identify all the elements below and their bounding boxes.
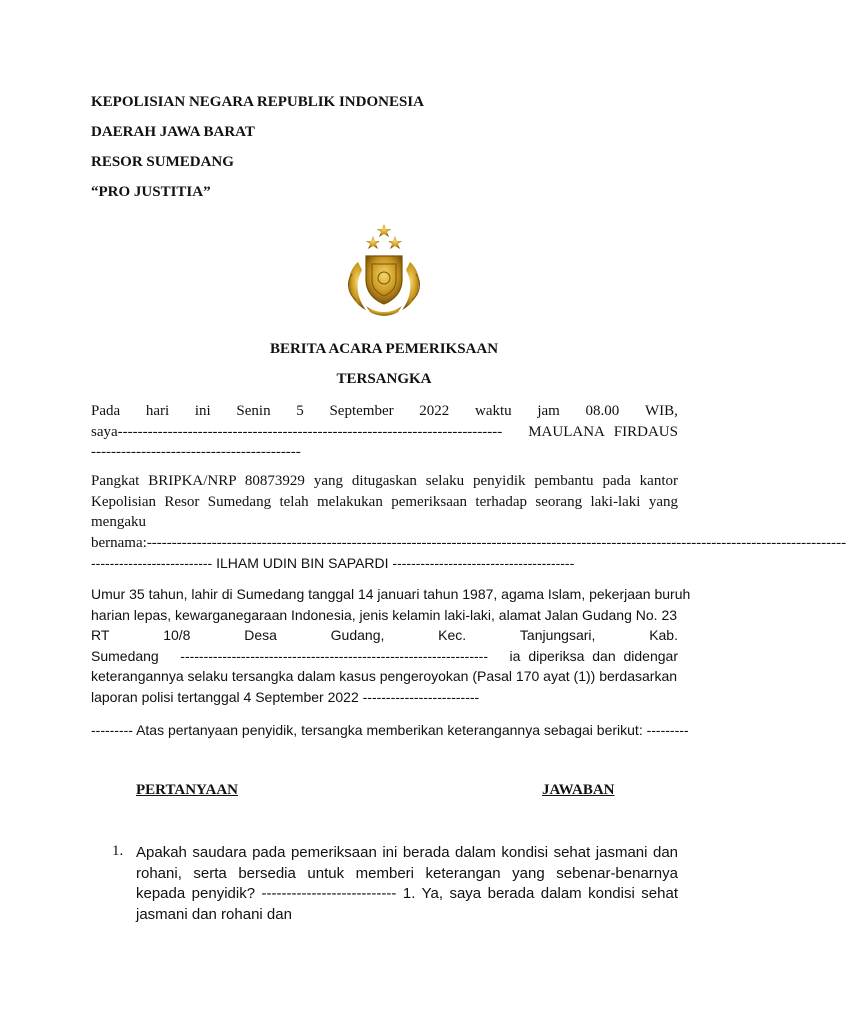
- intro-word: 2022: [419, 403, 450, 419]
- identity-line-4-dashes: ------------------------------------------------------------------: [180, 647, 488, 664]
- header-pro-justitia: “PRO JUSTITIA”: [91, 184, 211, 200]
- question-number: 1.: [112, 843, 124, 859]
- saya-dashes: saya-----------------------------------------------------------------------------: [91, 423, 503, 440]
- intro-word: jam: [537, 403, 560, 419]
- rank-text: Pangkat BRIPKA/NRP 80873929 yang ditugaskan selaku penyidik pembantu pada kantor Kepolisian Resor Sumedang telah melakukan pemeriksaan terhadap seorang laki-laki yang mengaku: [91, 473, 678, 530]
- intro-word: Senin: [236, 403, 271, 419]
- bernama-line: [91, 533, 846, 554]
- identity-line-2: [91, 605, 678, 626]
- identity-line-2-text: harian lepas, kewarganegaraan Indonesia, jenis kelamin laki-laki, alamat Jalan Gudang No. 23: [91, 606, 678, 623]
- identity-word: Desa: [244, 627, 277, 643]
- bernama-dashes: --------------------------------------------------------------------------------------------------------------------------------------------: [146, 534, 846, 551]
- intro-word: waktu: [474, 403, 512, 419]
- investigator-name: MAULANA FIRDAUS: [528, 423, 678, 440]
- identity-line-4-prefix: Sumedang: [91, 647, 159, 664]
- intro-trailing-dashes: ------------------------------------------: [91, 444, 301, 460]
- rank-paragraph: [91, 471, 846, 574]
- identity-line-1: [91, 584, 691, 605]
- document-title: BERITA ACARA PEMERIKSAAN: [269, 341, 499, 357]
- police-emblem-icon: [336, 222, 432, 318]
- identity-word: RT: [91, 627, 110, 643]
- identity-line-5: [91, 666, 678, 687]
- identity-line-4-suffix: ia diperiksa dan didengar: [509, 647, 678, 664]
- identity-line-4: [91, 646, 678, 667]
- intro-word: ini: [194, 403, 211, 419]
- column-question-heading: PERTANYAAN: [136, 782, 238, 798]
- identity-line-5-text: keterangannya selaku tersangka dalam kasus pengeroyokan (Pasal 170 ayat (1)) berdasarkan: [91, 668, 678, 684]
- intro-word: Pada: [91, 403, 121, 419]
- identity-line-3: [91, 625, 678, 646]
- intro-saya-line: [91, 422, 678, 443]
- header-institution: KEPOLISIAN NEGARA REPUBLIK INDONESIA: [91, 94, 424, 110]
- question-text: Apakah saudara pada pemeriksaan ini berada dalam kondisi sehat jasmani dan rohani, serta bersedia untuk memberi keterangan yang sebenar-benarnya kepada penyidik? --------------------------- 1. Ya, saya berada dalam kondisi sehat jasmani dan rohani dan: [136, 844, 678, 923]
- identity-paragraph: [91, 584, 691, 707]
- intro-date-line: [91, 401, 678, 422]
- suspect-name-line: -------------------------- ILHAM UDIN BIN SAPARDI ---------------------------------------: [91, 555, 575, 571]
- identity-line-1-text: Umur 35 tahun, lahir di Sumedang tanggal 14 januari tahun 1987, agama Islam, pekerjaan buruh: [91, 586, 691, 602]
- column-answer-heading: JAWABAN: [542, 782, 615, 798]
- identity-line-6: laporan polisi tertanggal 4 September 2022 -------------------------: [91, 688, 480, 705]
- bernama-label: bernama:: [91, 534, 147, 551]
- document-subtitle: TERSANGKA: [336, 371, 432, 387]
- identity-word: Kab.: [649, 627, 678, 643]
- intro-paragraph: [91, 401, 678, 463]
- identity-word: Kec.: [438, 627, 467, 643]
- header-region: DAERAH JAWA BARAT: [91, 124, 255, 140]
- intro-word: September: [329, 403, 394, 419]
- identity-word: Gudang,: [330, 627, 385, 643]
- intro-word: WIB,: [644, 403, 678, 419]
- identity-word: 10/8: [163, 627, 191, 643]
- intro-word: hari: [145, 403, 170, 419]
- identity-word: Tanjungsari,: [519, 627, 596, 643]
- statement-line: --------- Atas pertanyaan penyidik, tersangka memberikan keterangannya sebagai berikut: ---------: [91, 722, 689, 738]
- header-resort: RESOR SUMEDANG: [91, 154, 234, 170]
- intro-word: 08.00: [585, 403, 620, 419]
- intro-word: 5: [296, 403, 304, 419]
